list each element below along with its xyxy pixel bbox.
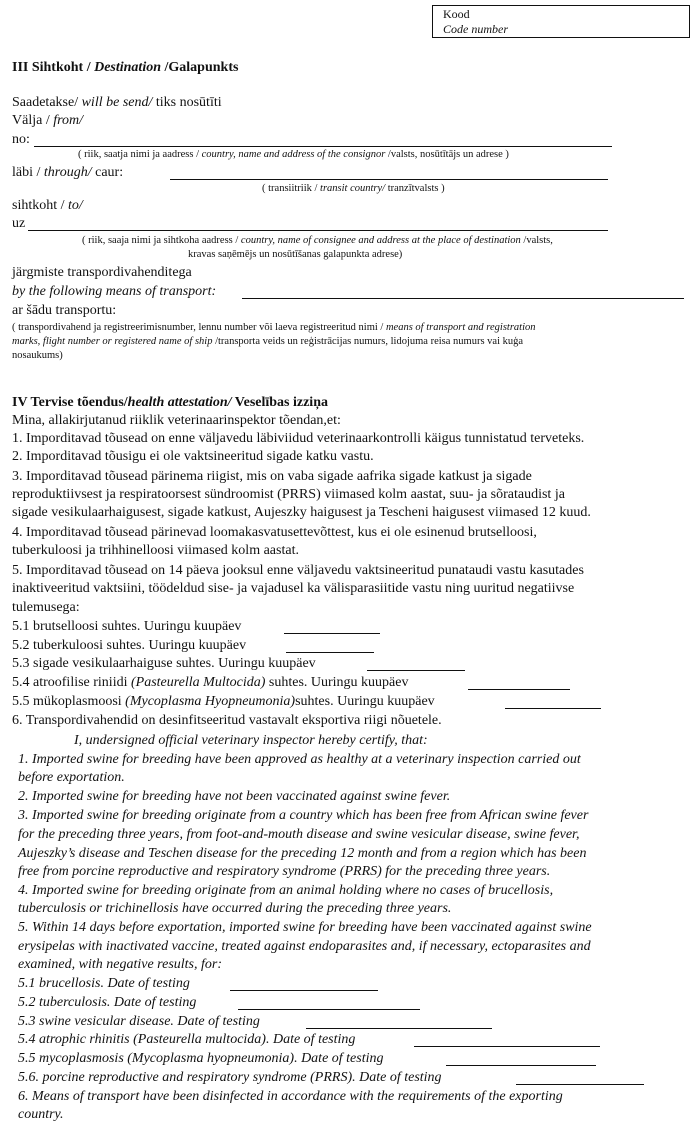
en-intro: I, undersigned official veterinary inspector hereby certify, that: <box>74 733 428 748</box>
et-line-3a: 3. Imporditavad tõusead pärinema riigist, mis on vaba sigade aafrika sigade katkust ja sigade <box>12 469 532 484</box>
en-line-5-6: 5.6. porcine reproductive and respiratory syndrome (PRRS). Date of testing <box>18 1070 442 1085</box>
en-line-5-4: 5.4 atrophic rhinitis (Pasteurella multocida). Date of testing <box>18 1032 356 1047</box>
et-line-5-3: 5.3 sigade vesikulaarhaiguse suhtes. Uuringu kuupäev <box>12 656 316 671</box>
et-line-3c: sigade vesikulaarhaigusest, sigade katkust, Aujeszky haigusest ja Tescheni haigusest viimased 12 kuud. <box>12 505 591 520</box>
code-number-box[interactable] <box>432 5 690 38</box>
et-line-3b: reproduktiivsest ja respiratoorsest sündroomist (PRRS) viimased kolm aastat, suu- ja sõrataudist ja <box>12 487 565 502</box>
transit-note: ( transiitriik / transit country/ tranzītvalsts ) <box>262 183 445 194</box>
en-line-5-2: 5.2 tuberculosis. Date of testing <box>18 995 197 1010</box>
en-line-6b: country. <box>18 1107 64 1122</box>
en-line-3d: free from porcine reproductive and respiratory syndrome (PRRS) for the preceding three years. <box>18 864 551 879</box>
code-label-en: Code number <box>443 22 508 36</box>
et-date-5-1-field[interactable] <box>284 633 380 634</box>
en-line-5c: examined, with negative results, for: <box>18 957 222 972</box>
means-note-2: marks, flight number or registered name of ship /transporta veids un reģistrācijas numurs, lidojuma reisa numurs vai kuģa <box>12 336 524 347</box>
through-label: läbi / through/ caur: <box>12 165 124 180</box>
code-label-et: Kood <box>443 7 470 21</box>
et-line-5-5: 5.5 mükoplasmoosi (Mycoplasma Hyopneumonia)suhtes. Uuringu kuupäev <box>12 694 435 709</box>
en-line-2: 2. Imported swine for breeding have not been vaccinated against swine fever. <box>18 789 451 804</box>
et-line-1: 1. Imporditavad tõusead on enne väljavedu läbiviidud veterinaarkontrolli käigus tunnistatud terveteks. <box>12 431 585 446</box>
section3-heading: III Sihtkoht / Destination /Galapunkts <box>12 60 239 75</box>
means-label-en: by the following means of transport: <box>12 284 217 299</box>
consignor-field[interactable] <box>34 146 612 147</box>
en-date-5-1-field[interactable] <box>230 990 378 991</box>
en-line-3a: 3. Imported swine for breeding originate from a country which has been free from African swine fever <box>18 808 589 823</box>
et-line-5-4: 5.4 atroofilise riniidi (Pasteurella Multocida) suhtes. Uuringu kuupäev <box>12 675 409 690</box>
en-line-5a: 5. Within 14 days before exportation, imported swine for breeding have been vaccinated against swine <box>18 920 592 935</box>
et-line-6: 6. Transpordivahendid on desinfitseeritud vastavalt eksportiva riigi nõuetele. <box>12 713 442 728</box>
consignor-note: ( riik, saatja nimi ja aadress / country, name and address of the consignor /valsts, nosūtītājs un adrese ) <box>78 149 509 160</box>
et-date-5-2-field[interactable] <box>286 652 374 653</box>
consignee-field[interactable] <box>28 230 608 231</box>
en-date-5-6-field[interactable] <box>516 1084 644 1085</box>
means-note-3: nosaukums) <box>12 350 63 361</box>
en-line-5-1: 5.1 brucellosis. Date of testing <box>18 976 190 991</box>
et-line-2: 2. Imporditavad tõusigu ei ole vaktsineeritud sigade katku vastu. <box>12 449 374 464</box>
means-note-1: ( transpordivahend ja registreerimisnumber, lennu number või laeva registreeritud nimi / means of transport and registration <box>12 322 536 333</box>
sent-label: Saadetakse/ will be send/ tiks nosūtīti <box>12 95 222 110</box>
uz-label: uz <box>12 216 26 231</box>
to-label: sihtkoht / to/ <box>12 198 83 213</box>
en-line-5-5: 5.5 mycoplasmosis (Mycoplasma hyopneumonia). Date of testing <box>18 1051 384 1066</box>
en-date-5-2-field[interactable] <box>238 1009 420 1010</box>
et-date-5-5-field[interactable] <box>505 708 601 709</box>
en-date-5-5-field[interactable] <box>446 1065 596 1066</box>
en-line-5b: erysipelas with inactivated vaccine, treated against endoparasites and, if necessary, ectoparasites and <box>18 939 591 954</box>
et-line-4a: 4. Imporditavad tõusead pärinevad loomakasvatusettevõttest, kus ei ole esinenud brutselloosi, <box>12 525 537 540</box>
transit-field[interactable] <box>170 179 608 180</box>
en-line-4a: 4. Imported swine for breeding originate from an animal holding where no cases of brucellosis, <box>18 883 554 898</box>
en-date-5-3-field[interactable] <box>306 1028 492 1029</box>
en-line-1a: 1. Imported swine for breeding have been approved as healthy at a veterinary inspection carried out <box>18 752 581 767</box>
et-line-5a: 5. Imporditavad tõusead on 14 päeva jooksul enne väljavedu vaktsineeritud punataudi vastu kasutades <box>12 563 584 578</box>
et-line-4b: tuberkuloosi ja trihhinelloosi viimased kolm aastat. <box>12 543 299 558</box>
en-line-5-3: 5.3 swine vesicular disease. Date of testing <box>18 1014 260 1029</box>
consignee-note-1: ( riik, saaja nimi ja sihtkoha aadress / country, name of consignee and address at the place of destination /valsts, <box>82 235 553 246</box>
means-label-lv: ar šādu transportu: <box>12 303 117 318</box>
en-line-6a: 6. Means of transport have been disinfected in accordance with the requirements of the exporting <box>18 1089 563 1104</box>
en-line-3b: for the preceding three years, from foot-and-mouth disease and swine vesicular disease, swine fever, <box>18 827 580 842</box>
en-date-5-4-field[interactable] <box>414 1046 600 1047</box>
en-line-1b: before exportation. <box>18 770 125 785</box>
section4-heading: IV Tervise tõendus/health attestation/ Veselības izziņa <box>12 395 328 410</box>
en-line-3c: Aujeszky’s disease and Teschen disease for the preceding 12 month and from a region which has been <box>18 846 587 861</box>
et-line-5c: tulemusega: <box>12 600 80 615</box>
transport-field[interactable] <box>242 298 684 299</box>
et-date-5-4-field[interactable] <box>468 689 570 690</box>
et-intro: Mina, allakirjutanud riiklik veterinaarinspektor tõendan,et: <box>12 413 341 428</box>
en-line-4b: tuberculosis or trichinellosis have occurred during the preceding three years. <box>18 901 452 916</box>
et-line-5b: inaktiveeritud vaktsiini, töödeldud sise- ja vajadusel ka välisparasiitide vastu ning uuritud negatiivse <box>12 581 575 596</box>
et-line-5-2: 5.2 tuberkuloosi suhtes. Uuringu kuupäev <box>12 638 247 653</box>
consignee-note-2: kravas saņēmējs un nosūtīšanas galapunkta adrese) <box>188 249 403 260</box>
means-label-et: järgmiste transpordivahenditega <box>12 265 192 280</box>
et-line-5-1: 5.1 brutselloosi suhtes. Uuringu kuupäev <box>12 619 242 634</box>
et-date-5-3-field[interactable] <box>367 670 465 671</box>
no-label: no: <box>12 132 30 147</box>
from-label: Välja / from/ <box>12 113 84 128</box>
